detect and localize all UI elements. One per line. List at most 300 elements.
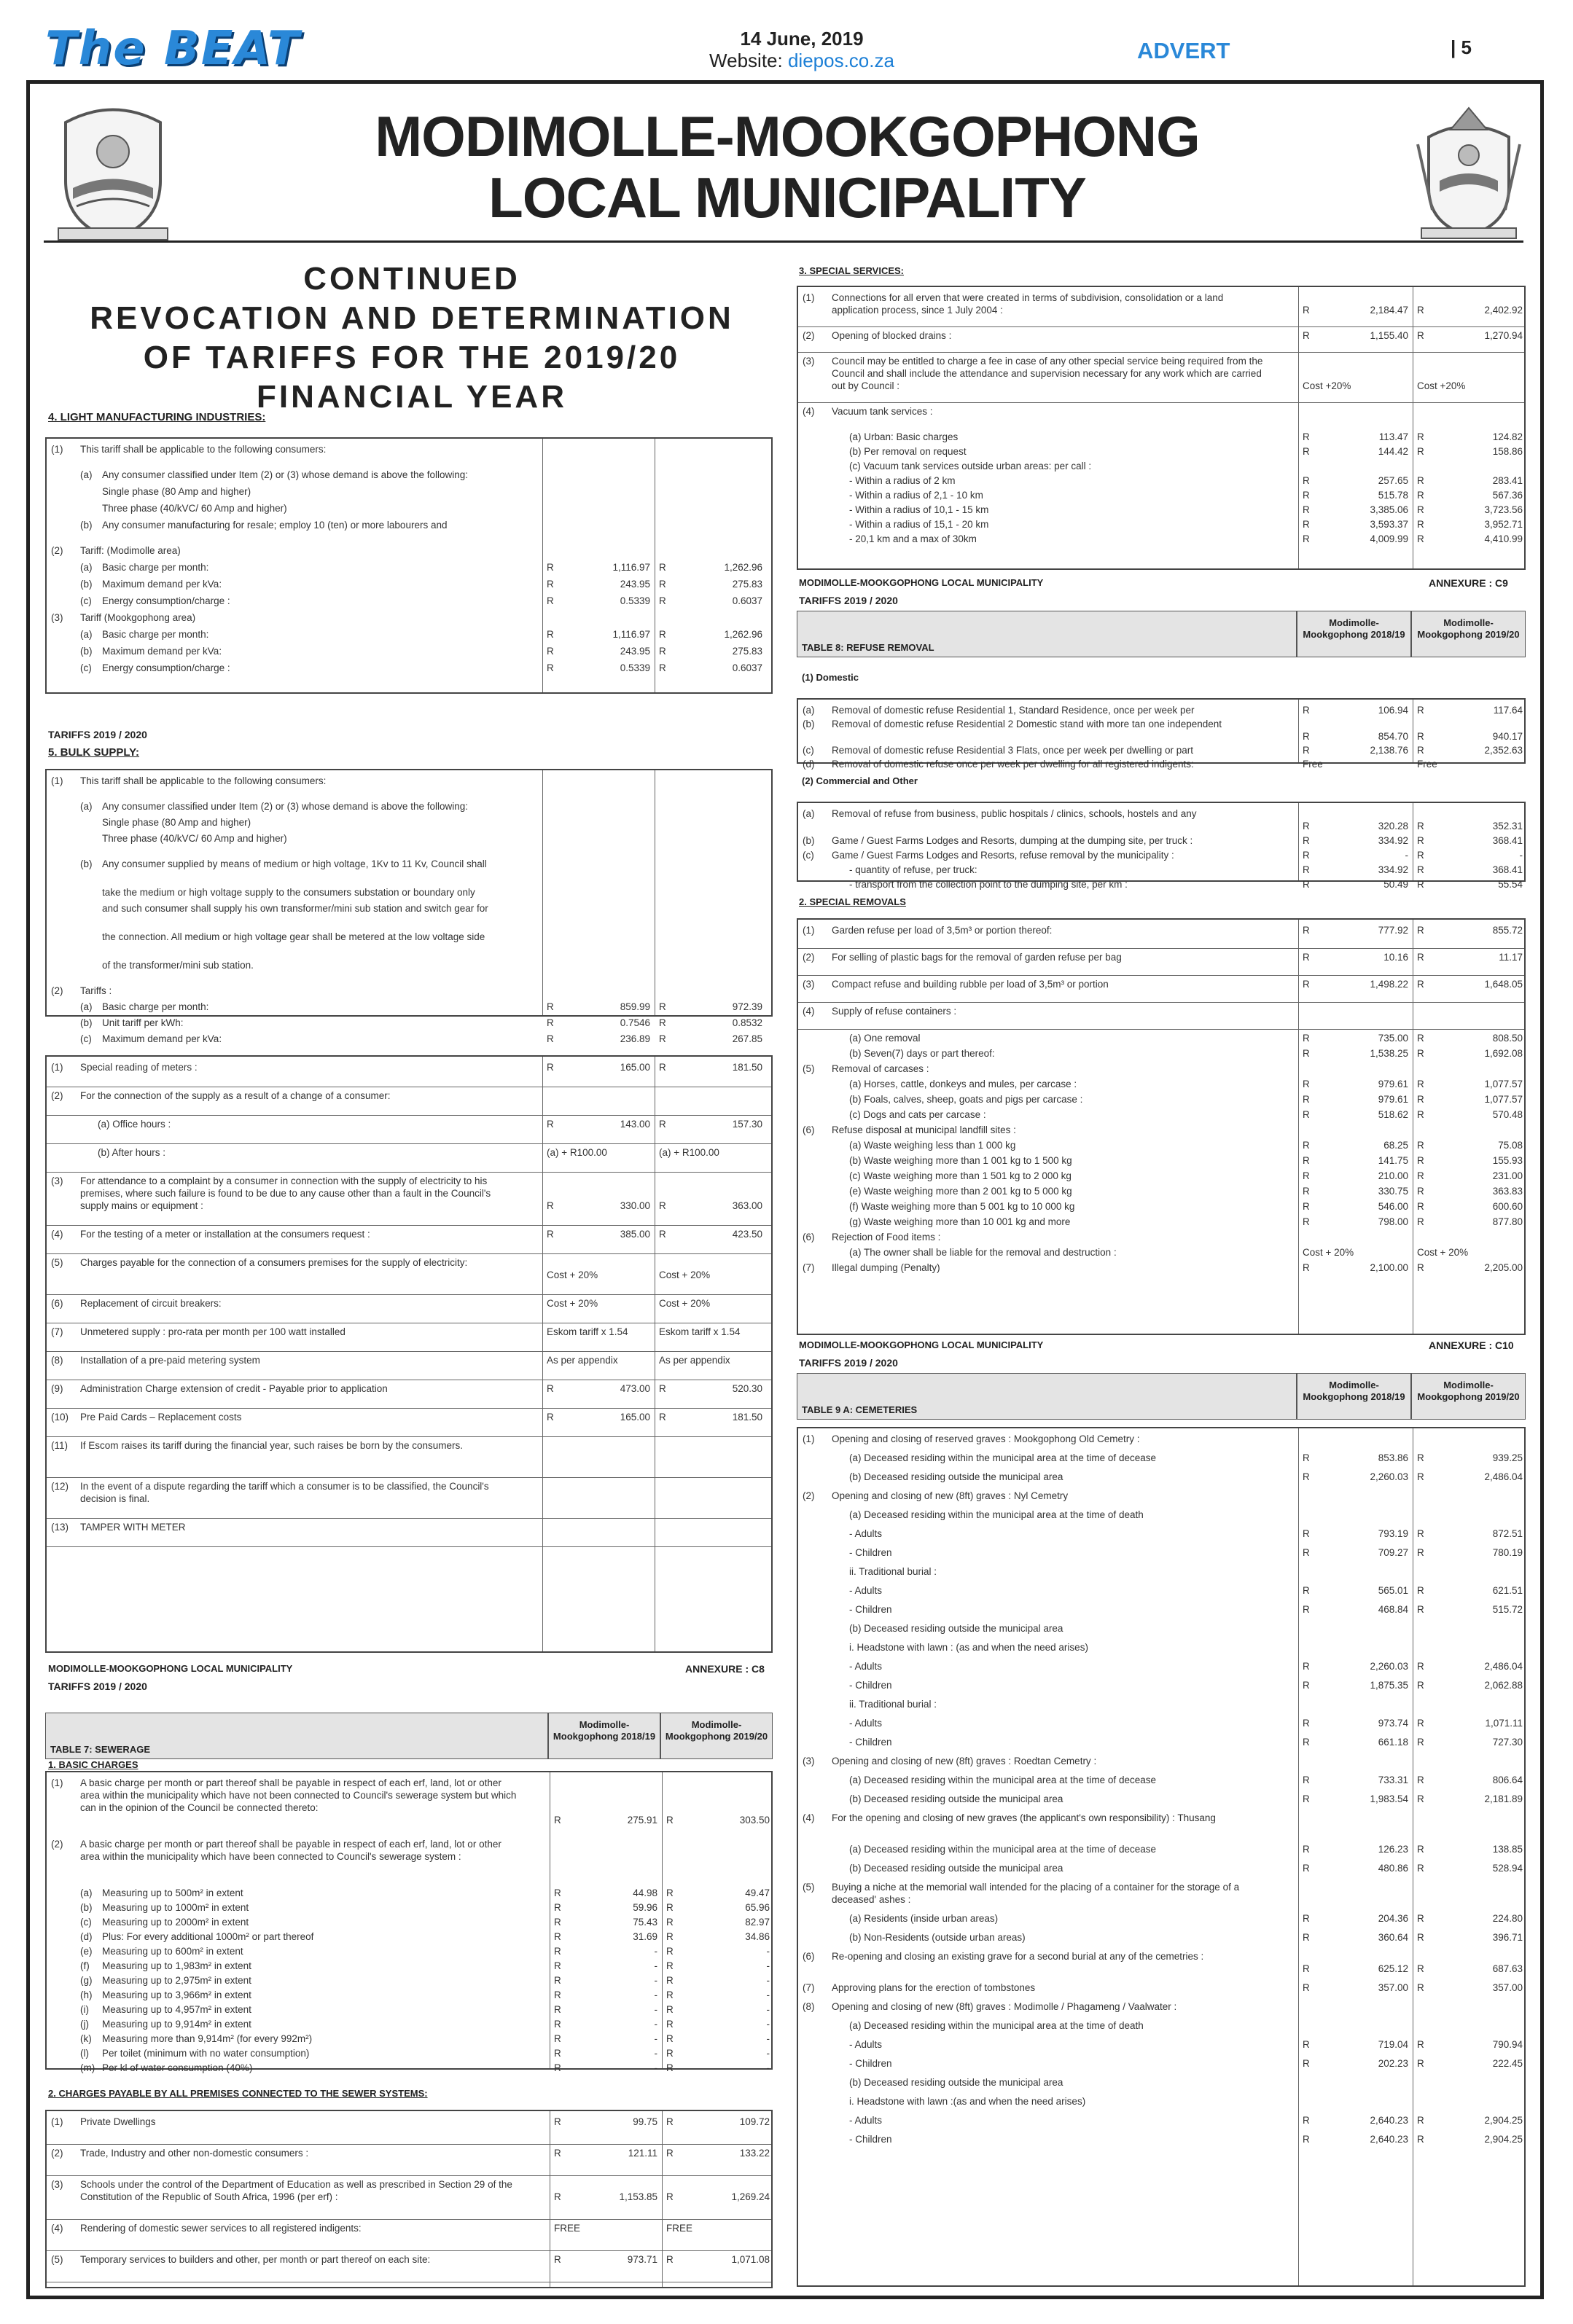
- row-description: (a) Waste weighing less than 1 000 kg: [849, 1140, 1016, 1151]
- row-subletter: (c): [80, 662, 92, 673]
- row-number: (6): [803, 1232, 815, 1243]
- row-subletter: (a): [80, 562, 93, 573]
- table-row: [47, 1974, 771, 1987]
- row-description: (b) Deceased residing outside the municipal area: [849, 1623, 1063, 1634]
- row-description: (c) Waste weighing more than 1 501 kg to 2 000 kg: [849, 1170, 1072, 1181]
- table-row: [798, 1931, 1524, 1944]
- title-divider: [44, 240, 1523, 243]
- tariff-value: 719.04: [1378, 2039, 1408, 2050]
- row-number: (5): [803, 1882, 815, 1893]
- row-description: (a) Horses, cattle, donkeys and mules, per carcase :: [849, 1079, 1077, 1089]
- table-row: [798, 1261, 1524, 1274]
- tariff-value: 396.71: [1492, 1932, 1523, 1943]
- row-description: Basic charge per month:: [102, 562, 209, 573]
- tariff-value: 3,952.71: [1484, 519, 1523, 530]
- currency-symbol: R: [1417, 2134, 1424, 2145]
- currency-symbol: R: [547, 1200, 554, 1211]
- tariff-value: 1,262.96: [724, 562, 762, 573]
- row-description: Supply of refuse containers :: [832, 1006, 957, 1017]
- tariff-value: 357.00: [1492, 1982, 1523, 1993]
- tariff-value: 877.80: [1492, 1216, 1523, 1227]
- tariff-value: -: [766, 2019, 770, 2030]
- currency-symbol: R: [554, 1887, 561, 1898]
- tariff-value: 49.47: [745, 1887, 770, 1898]
- tariff-value: 3,593.37: [1370, 519, 1408, 530]
- tariff-value: 204.36: [1378, 1913, 1408, 1924]
- currency-symbol: R: [1303, 2134, 1310, 2145]
- row-description: This tariff shall be applicable to the following consumers:: [80, 444, 327, 455]
- currency-symbol: R: [547, 629, 554, 640]
- row-description: This tariff shall be applicable to the following consumers:: [80, 775, 327, 786]
- currency-symbol: R: [1303, 1109, 1310, 1120]
- refuse-tariffs: TARIFFS 2019 / 2020: [799, 595, 898, 606]
- table-row: [798, 1546, 1524, 1559]
- tariff-value: 0.5339: [620, 595, 650, 606]
- row-description: Measuring up to 500m² in extent: [102, 1887, 243, 1898]
- currency-symbol: R: [1303, 1094, 1310, 1105]
- currency-symbol: R: [1303, 1680, 1310, 1691]
- currency-symbol: R: [1417, 1775, 1424, 1785]
- website-label: Website:: [709, 50, 783, 71]
- sewer-annexure: ANNEXURE : C8: [685, 1663, 765, 1675]
- currency-symbol: R: [666, 1917, 674, 1928]
- tariff-value: 735.00: [1378, 1033, 1408, 1044]
- notice-line-3: OF TARIFFS FOR THE 2019/20: [143, 340, 681, 375]
- row-description: For the testing of a meter or installation at the consumers request :: [80, 1229, 370, 1240]
- table-row: [798, 460, 1524, 472]
- table-row: [798, 1231, 1524, 1243]
- row-number: (7): [803, 1982, 815, 1993]
- row-description: Compact refuse and building rubble per load of 3,5m³ or portion: [832, 979, 1109, 990]
- currency-symbol: R: [1417, 1170, 1424, 1181]
- row-description: and such consumer shall supply his own transformer/mini sub station and switch gear for: [102, 903, 488, 914]
- cem-org: MODIMOLLE-MOOKGOPHONG LOCAL MUNICIPALITY: [799, 1339, 1044, 1350]
- row-number: (1): [803, 925, 815, 936]
- cem-col-2019: Modimolle-Mookgophong 2019/20: [1411, 1373, 1526, 1420]
- row-description: (a) One removal: [849, 1033, 921, 1044]
- row-number: (2): [803, 330, 815, 341]
- row-description: (b) Deceased residing outside the municipal area: [849, 1863, 1063, 1874]
- row-description: - Children: [849, 1680, 892, 1691]
- tariff-value: 2,904.25: [1484, 2115, 1523, 2126]
- tariff-value: 1,262.96: [724, 629, 762, 640]
- currency-symbol: R: [547, 1383, 554, 1394]
- tariff-value: Free: [1417, 759, 1437, 770]
- table-row: [798, 1679, 1524, 1691]
- tariff-value: 979.61: [1378, 1079, 1408, 1089]
- tariff-value: 44.98: [633, 1887, 657, 1898]
- row-description: Buying a niche at the memorial wall intended for the placing of a container for the storage of a deceased' ashes :: [832, 1882, 1240, 1905]
- table-row: [798, 1047, 1524, 1060]
- currency-symbol: R: [547, 1119, 554, 1130]
- currency-symbol: R: [547, 1412, 554, 1423]
- currency-symbol: R: [547, 1229, 554, 1240]
- row-description: Maximum demand per kVa:: [102, 1033, 222, 1044]
- tariff-value: 34.86: [745, 1931, 770, 1942]
- currency-symbol: R: [1417, 925, 1424, 936]
- tariff-value: 352.31: [1492, 821, 1523, 832]
- table-row: [798, 951, 1524, 963]
- tariff-value: 2,205.00: [1484, 1262, 1523, 1273]
- sewer-col-2018: Modimolle-Mookgophong 2018/19: [548, 1713, 660, 1759]
- currency-symbol: R: [1303, 835, 1310, 846]
- tariff-value: 165.00: [620, 1412, 650, 1423]
- sewer-systems-table: [45, 2110, 773, 2288]
- issue-date: 14 June, 2019: [740, 28, 864, 50]
- table-row: [47, 544, 771, 557]
- table-row: [47, 519, 771, 531]
- table-row: [798, 489, 1524, 501]
- table-row: [798, 864, 1524, 876]
- table-row: [798, 2000, 1524, 2013]
- currency-symbol: R: [547, 1033, 554, 1044]
- tariff-value: 565.01: [1378, 1585, 1408, 1596]
- cemeteries-table: [797, 1427, 1526, 2287]
- table-row: [798, 1584, 1524, 1597]
- table-row: [47, 1916, 771, 1928]
- row-subletter: (c): [80, 1033, 92, 1044]
- row-description: Per kl of water consumption (40%): [102, 2062, 253, 2073]
- row-description: (b) Deceased residing outside the municipal area: [849, 2077, 1063, 2088]
- table-row: [798, 2095, 1524, 2108]
- currency-symbol: R: [547, 1001, 554, 1012]
- tariff-value: -: [654, 2004, 657, 2015]
- tariff-value: 1,153.85: [619, 2191, 657, 2202]
- table-row: [798, 1108, 1524, 1121]
- row-divider: [47, 1408, 771, 1409]
- tariff-value: 283.41: [1492, 475, 1523, 486]
- currency-symbol: R: [659, 646, 666, 657]
- currency-symbol: R: [1417, 446, 1424, 457]
- tariff-value: 687.63: [1492, 1963, 1523, 1974]
- row-description: - Children: [849, 1737, 892, 1748]
- table-row: [47, 1960, 771, 1972]
- currency-symbol: R: [659, 1229, 666, 1240]
- row-description: Pre Paid Cards – Replacement costs: [80, 1412, 242, 1423]
- tariff-value: -: [654, 2019, 657, 2030]
- tariff-value: Cost +20%: [1303, 380, 1351, 391]
- table-row: [47, 443, 771, 455]
- cem-col-2018: Modimolle-Mookgophong 2018/19: [1297, 1373, 1411, 1420]
- tariff-value: -: [766, 1990, 770, 2000]
- currency-symbol: R: [666, 2004, 674, 2015]
- website-line: [685, 50, 918, 71]
- currency-symbol: R: [1417, 1109, 1424, 1120]
- row-number: (d): [803, 759, 815, 770]
- row-number: (3): [803, 979, 815, 990]
- table-row: [798, 1912, 1524, 1925]
- currency-symbol: R: [1417, 1737, 1424, 1748]
- row-description: Three phase (40/kVC/ 60 Amp and higher): [102, 503, 287, 514]
- currency-symbol: R: [1303, 1471, 1310, 1482]
- row-description: For selling of plastic bags for the removal of garden refuse per bag: [832, 952, 1122, 963]
- row-number: (b): [803, 719, 815, 729]
- row-description: - quantity of refuse, per truck:: [849, 864, 977, 875]
- row-number: (a): [803, 705, 815, 716]
- currency-symbol: R: [659, 1033, 666, 1044]
- title-line-2: LOCAL MUNICIPALITY: [488, 165, 1086, 230]
- row-number: (8): [803, 2001, 815, 2012]
- page-number: | 5: [1451, 36, 1472, 58]
- cem-tariffs: TARIFFS 2019 / 2020: [799, 1357, 898, 1369]
- row-subletter: (b): [80, 1902, 93, 1913]
- tariff-value: 2,062.88: [1484, 1680, 1523, 1691]
- row-number: (2): [51, 1090, 63, 1101]
- row-description: - Children: [849, 2134, 892, 2145]
- tariff-value: FREE: [554, 2223, 581, 2234]
- currency-symbol: R: [1417, 1140, 1424, 1151]
- domestic-refuse-table: [797, 698, 1526, 770]
- row-number: (11): [51, 1440, 69, 1451]
- row-description: i. Headstone with lawn : (as and when the need arises): [849, 1642, 1088, 1653]
- currency-symbol: R: [1303, 446, 1310, 457]
- row-description: For attendance to a complaint by a consumer in connection with the supply of electricity to his premises, where such failure is found to be due to any cause other than a fault in the Council's supply mains or equipment :: [80, 1175, 491, 1211]
- row-description: (b) After hours :: [98, 1147, 166, 1158]
- currency-symbol: R: [554, 1917, 561, 1928]
- refuse-col-2019: Modimolle-Mookgophong 2019/20: [1411, 611, 1526, 657]
- row-description: Tariff (Mookgophong area): [80, 612, 196, 623]
- row-subletter: (b): [80, 858, 93, 869]
- row-description: Measuring up to 1000m² in extent: [102, 1902, 249, 1913]
- currency-symbol: R: [554, 2062, 561, 2073]
- currency-symbol: R: [1303, 1528, 1310, 1539]
- table-row: [47, 2222, 771, 2234]
- title-line-1: MODIMOLLE-MOOKGOPHONG: [375, 104, 1200, 168]
- tariff-value: 275.83: [732, 579, 762, 590]
- row-number: (1): [51, 444, 63, 455]
- tariff-value: 334.92: [1378, 835, 1408, 846]
- row-description: (a) Urban: Basic charges: [849, 431, 959, 442]
- tariff-value: 236.89: [620, 1033, 650, 1044]
- row-description: - 20,1 km and a max of 30km: [849, 533, 977, 544]
- tariff-value: 2,184.47: [1370, 305, 1408, 316]
- row-description: ii. Traditional burial :: [849, 1566, 937, 1577]
- table-row: [47, 959, 771, 971]
- row-divider: [798, 1002, 1524, 1003]
- row-number: (1): [51, 1777, 63, 1788]
- row-description: Re-opening and closing an existing grave for a second burial at any of the cemetries :: [832, 1951, 1204, 1962]
- s4-title: 4. LIGHT MANUFACTURING INDUSTRIES:: [48, 411, 266, 423]
- cem-table-label: TABLE 9 A: CEMETERIES: [797, 1373, 1297, 1420]
- tariff-value: 520.30: [732, 1383, 762, 1394]
- row-description: - transport from the collection point to the dumping site, per km :: [849, 879, 1128, 890]
- tariff-value: 0.5339: [620, 662, 650, 673]
- tariff-value: 75.08: [1498, 1140, 1523, 1151]
- table-row: [47, 1439, 771, 1452]
- tariff-value: 423.50: [732, 1229, 762, 1240]
- currency-symbol: R: [1417, 864, 1424, 875]
- currency-symbol: R: [547, 579, 554, 590]
- table-row: [798, 1641, 1524, 1654]
- row-description: Basic charge per month:: [102, 1001, 209, 1012]
- table-row: [47, 1945, 771, 1957]
- tariff-value: -: [766, 2062, 770, 2073]
- s5-title: 5. BULK SUPPLY:: [48, 746, 140, 759]
- sewer-col-2019: Modimolle-Mookgophong 2019/20: [660, 1713, 773, 1759]
- table-row: [47, 816, 771, 829]
- tariff-value: 2,138.76: [1370, 745, 1408, 756]
- row-description: Single phase (80 Amp and higher): [102, 817, 251, 828]
- row-divider: [47, 2219, 771, 2220]
- table-row: [47, 931, 771, 943]
- currency-symbol: R: [1417, 1155, 1424, 1166]
- tariff-value: 31.69: [633, 1931, 657, 1942]
- row-number: (3): [51, 612, 63, 623]
- tariff-value: 3,723.56: [1484, 504, 1523, 515]
- tariff-value: 2,260.03: [1370, 1471, 1408, 1482]
- tariff-value: 243.95: [620, 579, 650, 590]
- currency-symbol: R: [1303, 879, 1310, 890]
- tariff-value: 55.54: [1498, 879, 1523, 890]
- currency-symbol: R: [1303, 490, 1310, 501]
- row-description: - Children: [849, 1547, 892, 1558]
- row-number: (10): [51, 1412, 69, 1423]
- currency-symbol: R: [1303, 431, 1310, 442]
- table-row: [47, 1777, 771, 1826]
- table-row: [798, 1717, 1524, 1729]
- table-row: [47, 902, 771, 915]
- row-description: Measuring up to 1,983m² in extent: [102, 1960, 251, 1971]
- tariff-value: 727.30: [1492, 1737, 1523, 1748]
- tariff-value: 2,640.23: [1370, 2134, 1408, 2145]
- tariff-value: -: [1519, 850, 1523, 861]
- currency-symbol: R: [1417, 1201, 1424, 1212]
- currency-symbol: R: [1303, 2058, 1310, 2069]
- tariff-value: 473.00: [620, 1383, 650, 1394]
- table-row: [798, 758, 1524, 770]
- website-link[interactable]: diepos.co.za: [787, 50, 894, 71]
- currency-symbol: R: [1303, 1793, 1310, 1804]
- row-description: - Children: [849, 1604, 892, 1615]
- tariff-value: 385.00: [620, 1229, 650, 1240]
- row-description: In the event of a dispute regarding the tariff which a consumer is to be classified, the Council's decision is final.: [80, 1481, 489, 1504]
- tariff-value: 106.94: [1378, 705, 1408, 716]
- tariff-value: 1,269.24: [731, 2191, 770, 2202]
- currency-symbol: R: [1303, 1585, 1310, 1596]
- table-row: [47, 1017, 771, 1029]
- currency-symbol: R: [554, 2148, 561, 2159]
- special-removals-title: 2. SPECIAL REMOVALS: [799, 896, 906, 907]
- currency-symbol: R: [554, 1815, 561, 1826]
- row-description: Basic charge per month:: [102, 629, 209, 640]
- row-description: Three phase (40/kVC/ 60 Amp and higher): [102, 833, 287, 844]
- table-row: [798, 1812, 1524, 1824]
- row-description: Measuring up to 4,957m² in extent: [102, 2004, 251, 2015]
- tariff-value: -: [654, 1990, 657, 2000]
- row-description: (b) Non-Residents (outside urban areas): [849, 1932, 1026, 1943]
- tariff-value: 330.00: [620, 1200, 650, 1211]
- row-description: TAMPER WITH METER: [80, 1522, 186, 1533]
- tariff-value: Cost + 20%: [1303, 1247, 1354, 1258]
- table-row: [798, 1736, 1524, 1748]
- row-description: Unit tariff per kWh:: [102, 1017, 184, 1028]
- tariff-value: -: [766, 2048, 770, 2059]
- currency-symbol: R: [1417, 879, 1424, 890]
- row-description: Energy consumption/charge :: [102, 662, 230, 673]
- currency-symbol: R: [1303, 1216, 1310, 1227]
- tariff-value: 1,983.54: [1370, 1793, 1408, 1804]
- row-description: Council may be entitled to charge a fee in case of any other special service being required from the Council and shall include the attendance and supervision necessary for any work which are carried out by Council :: [832, 356, 1263, 391]
- row-description: (a) Deceased residing within the municipal area at the time of death: [849, 1509, 1144, 1520]
- tariff-value: 1,692.08: [1484, 1048, 1523, 1059]
- notice-heading: [44, 259, 780, 417]
- refuse-table-label: TABLE 8: REFUSE REMOVAL: [797, 611, 1297, 657]
- table-row: [798, 1774, 1524, 1786]
- table-row: [798, 1509, 1524, 1521]
- row-divider: [47, 1115, 771, 1116]
- row-divider: [47, 1294, 771, 1295]
- currency-symbol: R: [659, 1001, 666, 1012]
- tariff-value: 468.84: [1378, 1604, 1408, 1615]
- row-description: ii. Traditional burial :: [849, 1699, 937, 1710]
- table-row: [47, 485, 771, 498]
- row-divider: [47, 2250, 771, 2251]
- currency-symbol: R: [554, 1990, 561, 2000]
- row-divider: [798, 402, 1524, 403]
- row-subletter: (e): [80, 1946, 93, 1957]
- currency-symbol: R: [1417, 490, 1424, 501]
- row-description: A basic charge per month or part thereof shall be payable in respect of each erf, land, lot or other area within the municipality which have not been connected to Council's sewerage system but which can in the opinion of the Council be connected thereto:: [80, 1777, 517, 1813]
- tariff-value: 1,270.94: [1484, 330, 1523, 341]
- row-divider: [798, 352, 1524, 353]
- currency-symbol: R: [1417, 1471, 1424, 1482]
- table-row: [798, 1793, 1524, 1805]
- row-divider: [47, 1351, 771, 1352]
- table-row: [798, 1093, 1524, 1106]
- row-subletter: (c): [80, 595, 92, 606]
- table-row: [798, 2114, 1524, 2127]
- currency-symbol: R: [1417, 1844, 1424, 1855]
- currency-symbol: R: [659, 1200, 666, 1211]
- row-description: Removal of domestic refuse once per week per dwelling for all registered indigents:: [832, 759, 1194, 770]
- currency-symbol: R: [1303, 1140, 1310, 1151]
- tariff-value: -: [654, 1946, 657, 1957]
- row-description: Measuring up to 2000m² in extent: [102, 1917, 249, 1928]
- row-description: - Within a radius of 2 km: [849, 475, 956, 486]
- tariff-value: 853.86: [1378, 1452, 1408, 1463]
- tariff-value: 1,071.11: [1485, 1718, 1523, 1729]
- row-description: Connections for all erven that were created in terms of subdivision, consolidation or a land application process, since 1 July 2004 :: [832, 292, 1224, 316]
- tariff-value: Cost + 20%: [659, 1269, 711, 1280]
- currency-symbol: R: [1417, 533, 1424, 544]
- currency-symbol: R: [666, 1887, 674, 1898]
- row-description: Any consumer classified under Item (2) or (3) whose demand is above the following:: [102, 801, 468, 812]
- table-row: [47, 1118, 771, 1130]
- currency-symbol: R: [1303, 1547, 1310, 1558]
- row-divider: [47, 1546, 771, 1547]
- row-description: Rendering of domestic sewer services to all registered indigents:: [80, 2223, 362, 2234]
- table-row: [798, 1471, 1524, 1483]
- tariff-value: 121.11: [628, 2148, 657, 2159]
- row-description: Opening and closing of reserved graves : Mookgophong Old Cemetry :: [832, 1433, 1140, 1444]
- row-number: (8): [51, 1355, 63, 1366]
- currency-symbol: R: [659, 1412, 666, 1423]
- tariff-value: 141.75: [1378, 1155, 1408, 1166]
- row-description: Maximum demand per kVa:: [102, 579, 222, 590]
- row-description: Temporary services to builders and other, per month or part thereof on each site:: [80, 2254, 431, 2265]
- currency-symbol: R: [659, 595, 666, 606]
- currency-symbol: R: [659, 1017, 666, 1028]
- row-number: (3): [803, 356, 815, 367]
- tariff-value: 368.41: [1492, 835, 1523, 846]
- row-number: (5): [803, 1063, 815, 1074]
- row-number: (13): [51, 1522, 69, 1533]
- tariff-value: 733.31: [1378, 1775, 1408, 1785]
- tariff-value: 75.43: [633, 1917, 657, 1928]
- tariff-value: 231.00: [1492, 1170, 1523, 1181]
- tariff-value: 50.49: [1383, 879, 1408, 890]
- row-number: (c): [803, 745, 814, 756]
